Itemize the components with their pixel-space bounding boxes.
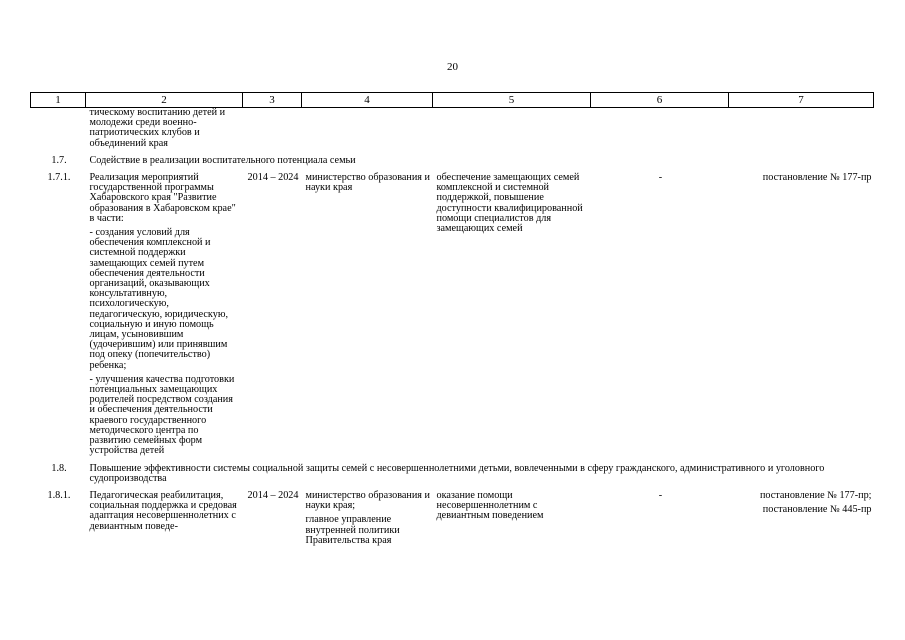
row-number: 1.8.1. bbox=[47, 489, 71, 501]
section-title: Содействие в реализации воспитательного потенциала семьи bbox=[89, 154, 356, 166]
executor-text: министерство образования и науки края bbox=[305, 172, 430, 194]
executor-text: главное управление внутренней политики Правительства края bbox=[305, 514, 400, 546]
header-cell: 7 bbox=[729, 93, 874, 108]
header-cell: 2 bbox=[86, 93, 243, 108]
measure-text: - улучшения качества подготовки потенциальных замещающих родителей посредством создания и обеспечения деятельности краевого государственного методического центра по развитию семейных форм устройства детей bbox=[89, 373, 235, 457]
header-cell: 1 bbox=[31, 93, 86, 108]
result-cell: оказание помощи несовершеннолетним с девиантным поведением bbox=[436, 489, 544, 522]
document-cell bbox=[729, 166, 874, 456]
document-cell bbox=[729, 484, 874, 546]
section-row-1-8 bbox=[31, 457, 874, 484]
header-cell: 3 bbox=[243, 93, 302, 108]
header-cell: 6 bbox=[591, 93, 729, 108]
section-title: Повышение эффективности системы социальной защиты семей с несовершеннолетними детьми, вовлеченными в сферу гражданского, административного и уголовного судопроизводства bbox=[89, 462, 825, 484]
document-text: постановление № 445-пр bbox=[762, 504, 872, 516]
indicator-cell: - bbox=[658, 489, 663, 501]
measure-cell: тическому воспитанию детей и молодежи среди военно-патриотических клубов и объединений края bbox=[89, 107, 226, 149]
indicator-cell: - bbox=[658, 172, 663, 184]
measure-text: Реализация мероприятий государственной программы Хабаровского края "Развитие образования в Хабаровском крае" в части: bbox=[89, 172, 236, 224]
measure-cell bbox=[86, 166, 243, 456]
page-number: 20 bbox=[447, 61, 458, 73]
section-row-1-7 bbox=[31, 149, 874, 166]
row-number: 1.7.1. bbox=[47, 172, 71, 184]
document-text: постановление № 177-пр bbox=[762, 172, 872, 184]
measure-cell: Педагогическая реабилитация, социальная поддержка и средовая адаптация несовершеннолетних с девиантным поведе- bbox=[89, 489, 237, 532]
term-cell: 2014 – 2024 bbox=[247, 489, 299, 501]
executor-cell bbox=[302, 484, 433, 546]
term-cell: 2014 – 2024 bbox=[247, 172, 299, 184]
measures-table bbox=[30, 92, 874, 546]
table-row-1-7-1 bbox=[31, 166, 874, 456]
executor-cell bbox=[302, 166, 433, 456]
row-number: 1.8. bbox=[51, 462, 67, 474]
executor-text: министерство образования и науки края; bbox=[305, 489, 430, 512]
table-row-continuation bbox=[31, 108, 874, 149]
document-text: постановление № 177-пр; bbox=[759, 489, 872, 501]
table-row-1-8-1 bbox=[31, 484, 874, 546]
header-row bbox=[31, 93, 874, 108]
result-cell: обеспечение замещающих семей комплексной и системной поддержкой, повышение доступности квалифицированной помощи специалистов для замещающих семей bbox=[436, 172, 583, 235]
header-cell: 4 bbox=[302, 93, 433, 108]
measure-text: - создания условий для обеспечения комплексной и системной поддержки замещающих семей путем обеспечения деятельности организаций, оказывающих консультативную, психологическую, педагогическую, юридическую, социальную и иную помощь лицам, усыновившим (удочерившим) или принявшим под опеку (попечительство) ребенка; bbox=[89, 227, 228, 371]
header-cell: 5 bbox=[433, 93, 591, 108]
row-number: 1.7. bbox=[51, 154, 67, 166]
